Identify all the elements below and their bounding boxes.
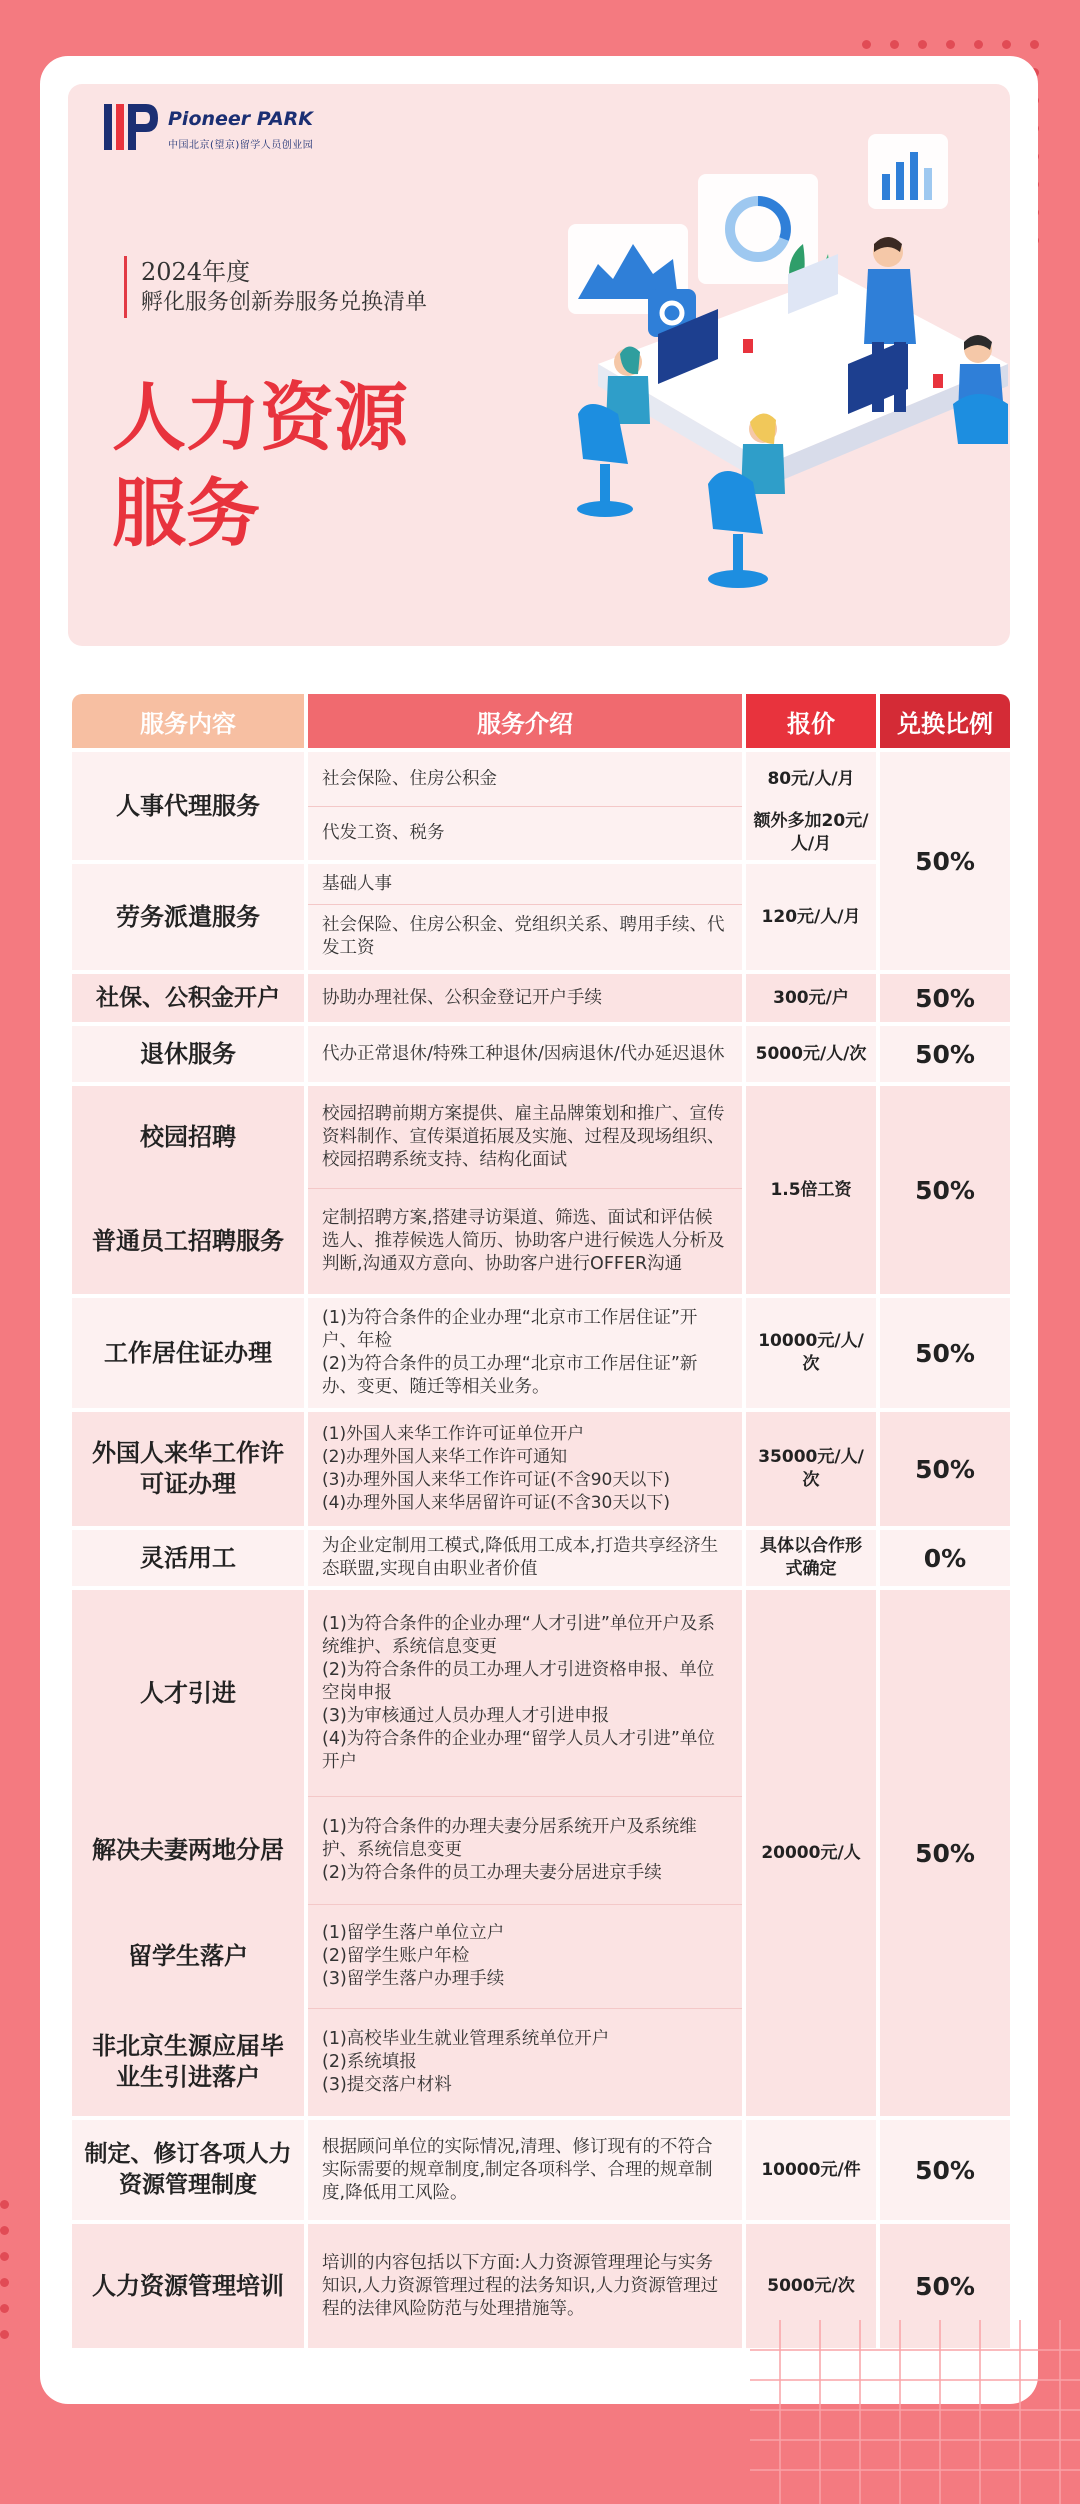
decor-dot <box>918 40 927 49</box>
price-cell: 1.5倍工资 <box>746 1086 876 1294</box>
table-row: 人事代理服务 <box>72 752 304 860</box>
header-service-content: 服务内容 <box>72 694 304 748</box>
price-cell: 120元/人/月 <box>746 864 876 970</box>
price-cell: 35000元/人/次 <box>746 1412 876 1526</box>
decor-dot <box>0 2330 9 2339</box>
service-intro-cell: 根据顾问单位的实际情况,清理、修订现有的不符合实际需要的规章制度,制定各项科学、合理的规章制度,降低用工风险。 <box>308 2120 742 2220</box>
service-intro-cell: (1)留学生落户单位立户 (2)留学生账户年检 (3)留学生落户办理手续 <box>308 1904 742 2008</box>
logo-name: Pioneer PARK <box>168 108 314 130</box>
service-intro-cell: 代发工资、税务 <box>308 806 742 860</box>
decor-dot <box>1030 40 1039 49</box>
title-block <box>124 256 427 318</box>
service-intro-cell: 代办正常退休/特殊工种退休/因病退休/代办延迟退休 <box>308 1026 742 1082</box>
table-row: 留学生落户 <box>72 1904 304 2008</box>
ratio-cell: 50% <box>880 1026 1010 1082</box>
decor-dot <box>0 2226 9 2235</box>
office-team-illustration <box>538 114 1010 644</box>
page-title-line2: 服务 <box>112 471 260 557</box>
header-exchange-ratio: 兑换比例 <box>880 694 1010 748</box>
table-row: 制定、修订各项人力资源管理制度 <box>72 2120 304 2220</box>
table-row: 外国人来华工作许可证办理 <box>72 1412 304 1526</box>
decor-dot <box>1002 40 1011 49</box>
page-title <box>112 370 408 562</box>
decor-dot <box>862 40 871 49</box>
decor-dot <box>0 2252 9 2261</box>
decor-dot <box>0 2304 9 2313</box>
service-intro-cell: 社会保险、住房公积金 <box>308 752 742 806</box>
logo-mark-icon <box>102 98 162 158</box>
price-cell: 300元/户 <box>746 974 876 1022</box>
ratio-cell: 50% <box>880 1590 1010 2116</box>
service-intro-cell: 基础人事 <box>308 864 742 904</box>
service-intro-cell: 为企业定制用工模式,降低用工成本,打造共享经济生态联盟,实现自由职业者价值 <box>308 1530 742 1586</box>
decor-dot <box>946 40 955 49</box>
content-card <box>40 56 1038 2404</box>
price-cell: 额外多加20元/人/月 <box>746 806 876 860</box>
ratio-cell: 0% <box>880 1530 1010 1586</box>
table-row: 校园招聘 <box>72 1086 304 1188</box>
price-cell: 具体以合作形式确定 <box>746 1530 876 1586</box>
price-cell: 10000元/件 <box>746 2120 876 2220</box>
table-row: 人力资源管理培训 <box>72 2224 304 2348</box>
decor-dot <box>974 40 983 49</box>
page-title-line1: 人力资源 <box>112 375 408 461</box>
service-intro-cell: (1)外国人来华工作许可证单位开户 (2)办理外国人来华工作许可通知 (3)办理外国人来华工作许可证(不含90天以下) (4)办理外国人来华居留许可证(不含30天以下) <box>308 1412 742 1526</box>
service-intro-cell: 培训的内容包括以下方面:人力资源管理理论与实务知识,人力资源管理过程的法务知识,人力资源管理过程的法律风险防范与处理措施等。 <box>308 2224 742 2348</box>
logo-subtitle: 中国北京(望京)留学人员创业园 <box>168 140 314 151</box>
table-row: 非北京生源应届毕业生引进落户 <box>72 2008 304 2116</box>
ratio-cell: 50% <box>880 1086 1010 1294</box>
service-intro-cell: (1)为符合条件的企业办理“人才引进”单位开户及系统维护、系统信息变更 (2)为符合条件的员工办理人才引进资格申报、单位空岗申报 (3)为审核通过人员办理人才引进申报 (4)为符合条件的企业办理“留学人员人才引进”单位开户 <box>308 1590 742 1796</box>
bottom-right-grid-decoration <box>750 2320 1080 2504</box>
table-row: 普通员工招聘服务 <box>72 1188 304 1294</box>
table-row: 人才引进 <box>72 1590 304 1796</box>
ratio-cell: 50% <box>880 752 1010 970</box>
decor-dot <box>890 40 899 49</box>
price-cell: 5000元/人/次 <box>746 1026 876 1082</box>
bottom-left-dots <box>0 2200 40 2360</box>
table-row: 工作居住证办理 <box>72 1298 304 1408</box>
header-price: 报价 <box>746 694 876 748</box>
ratio-cell: 50% <box>880 1298 1010 1408</box>
service-intro-cell: 定制招聘方案,搭建寻访渠道、筛选、面试和评估候选人、推荐候选人简历、协助客户进行候选人分析及判断,沟通双方意向、协助客户进行OFFER沟通 <box>308 1188 742 1294</box>
service-intro-cell: (1)高校毕业生就业管理系统单位开户 (2)系统填报 (3)提交落户材料 <box>308 2008 742 2116</box>
ratio-cell: 50% <box>880 2120 1010 2220</box>
header-service-intro: 服务介绍 <box>308 694 742 748</box>
price-cell: 5000元/次 <box>746 2224 876 2348</box>
ratio-cell: 50% <box>880 974 1010 1022</box>
hero-banner <box>68 84 1010 646</box>
price-cell: 20000元/人 <box>746 1590 876 2116</box>
year-label: 2024年度 <box>141 258 251 286</box>
service-intro-cell: (1)为符合条件的企业办理“北京市工作居住证”开户、年检 (2)为符合条件的员工办理“北京市工作居住证”新办、变更、随迁等相关业务。 <box>308 1298 742 1408</box>
service-intro-cell: (1)为符合条件的办理夫妻分居系统开户及系统维护、系统信息变更 (2)为符合条件的员工办理夫妻分居进京手续 <box>308 1796 742 1904</box>
table-row: 社保、公积金开户 <box>72 974 304 1022</box>
ratio-cell: 50% <box>880 1412 1010 1526</box>
price-cell: 80元/人/月 <box>746 752 876 806</box>
price-cell: 10000元/人/次 <box>746 1298 876 1408</box>
service-intro-cell: 社会保险、住房公积金、党组织关系、聘用手续、代发工资 <box>308 904 742 970</box>
decor-dot <box>0 2278 9 2287</box>
service-intro-cell: 校园招聘前期方案提供、雇主品牌策划和推广、宣传资料制作、宣传渠道拓展及实施、过程及现场组织、校园招聘系统支持、结构化面试 <box>308 1086 742 1188</box>
table-row: 解决夫妻两地分居 <box>72 1796 304 1904</box>
service-intro-cell: 协助办理社保、公积金登记开户手续 <box>308 974 742 1022</box>
table-row: 灵活用工 <box>72 1530 304 1586</box>
decor-dot <box>0 2200 9 2209</box>
ratio-cell: 50% <box>880 2224 1010 2348</box>
table-row: 劳务派遣服务 <box>72 864 304 970</box>
table-row: 退休服务 <box>72 1026 304 1082</box>
list-subtitle: 孵化服务创新券服务兑换清单 <box>141 290 428 315</box>
